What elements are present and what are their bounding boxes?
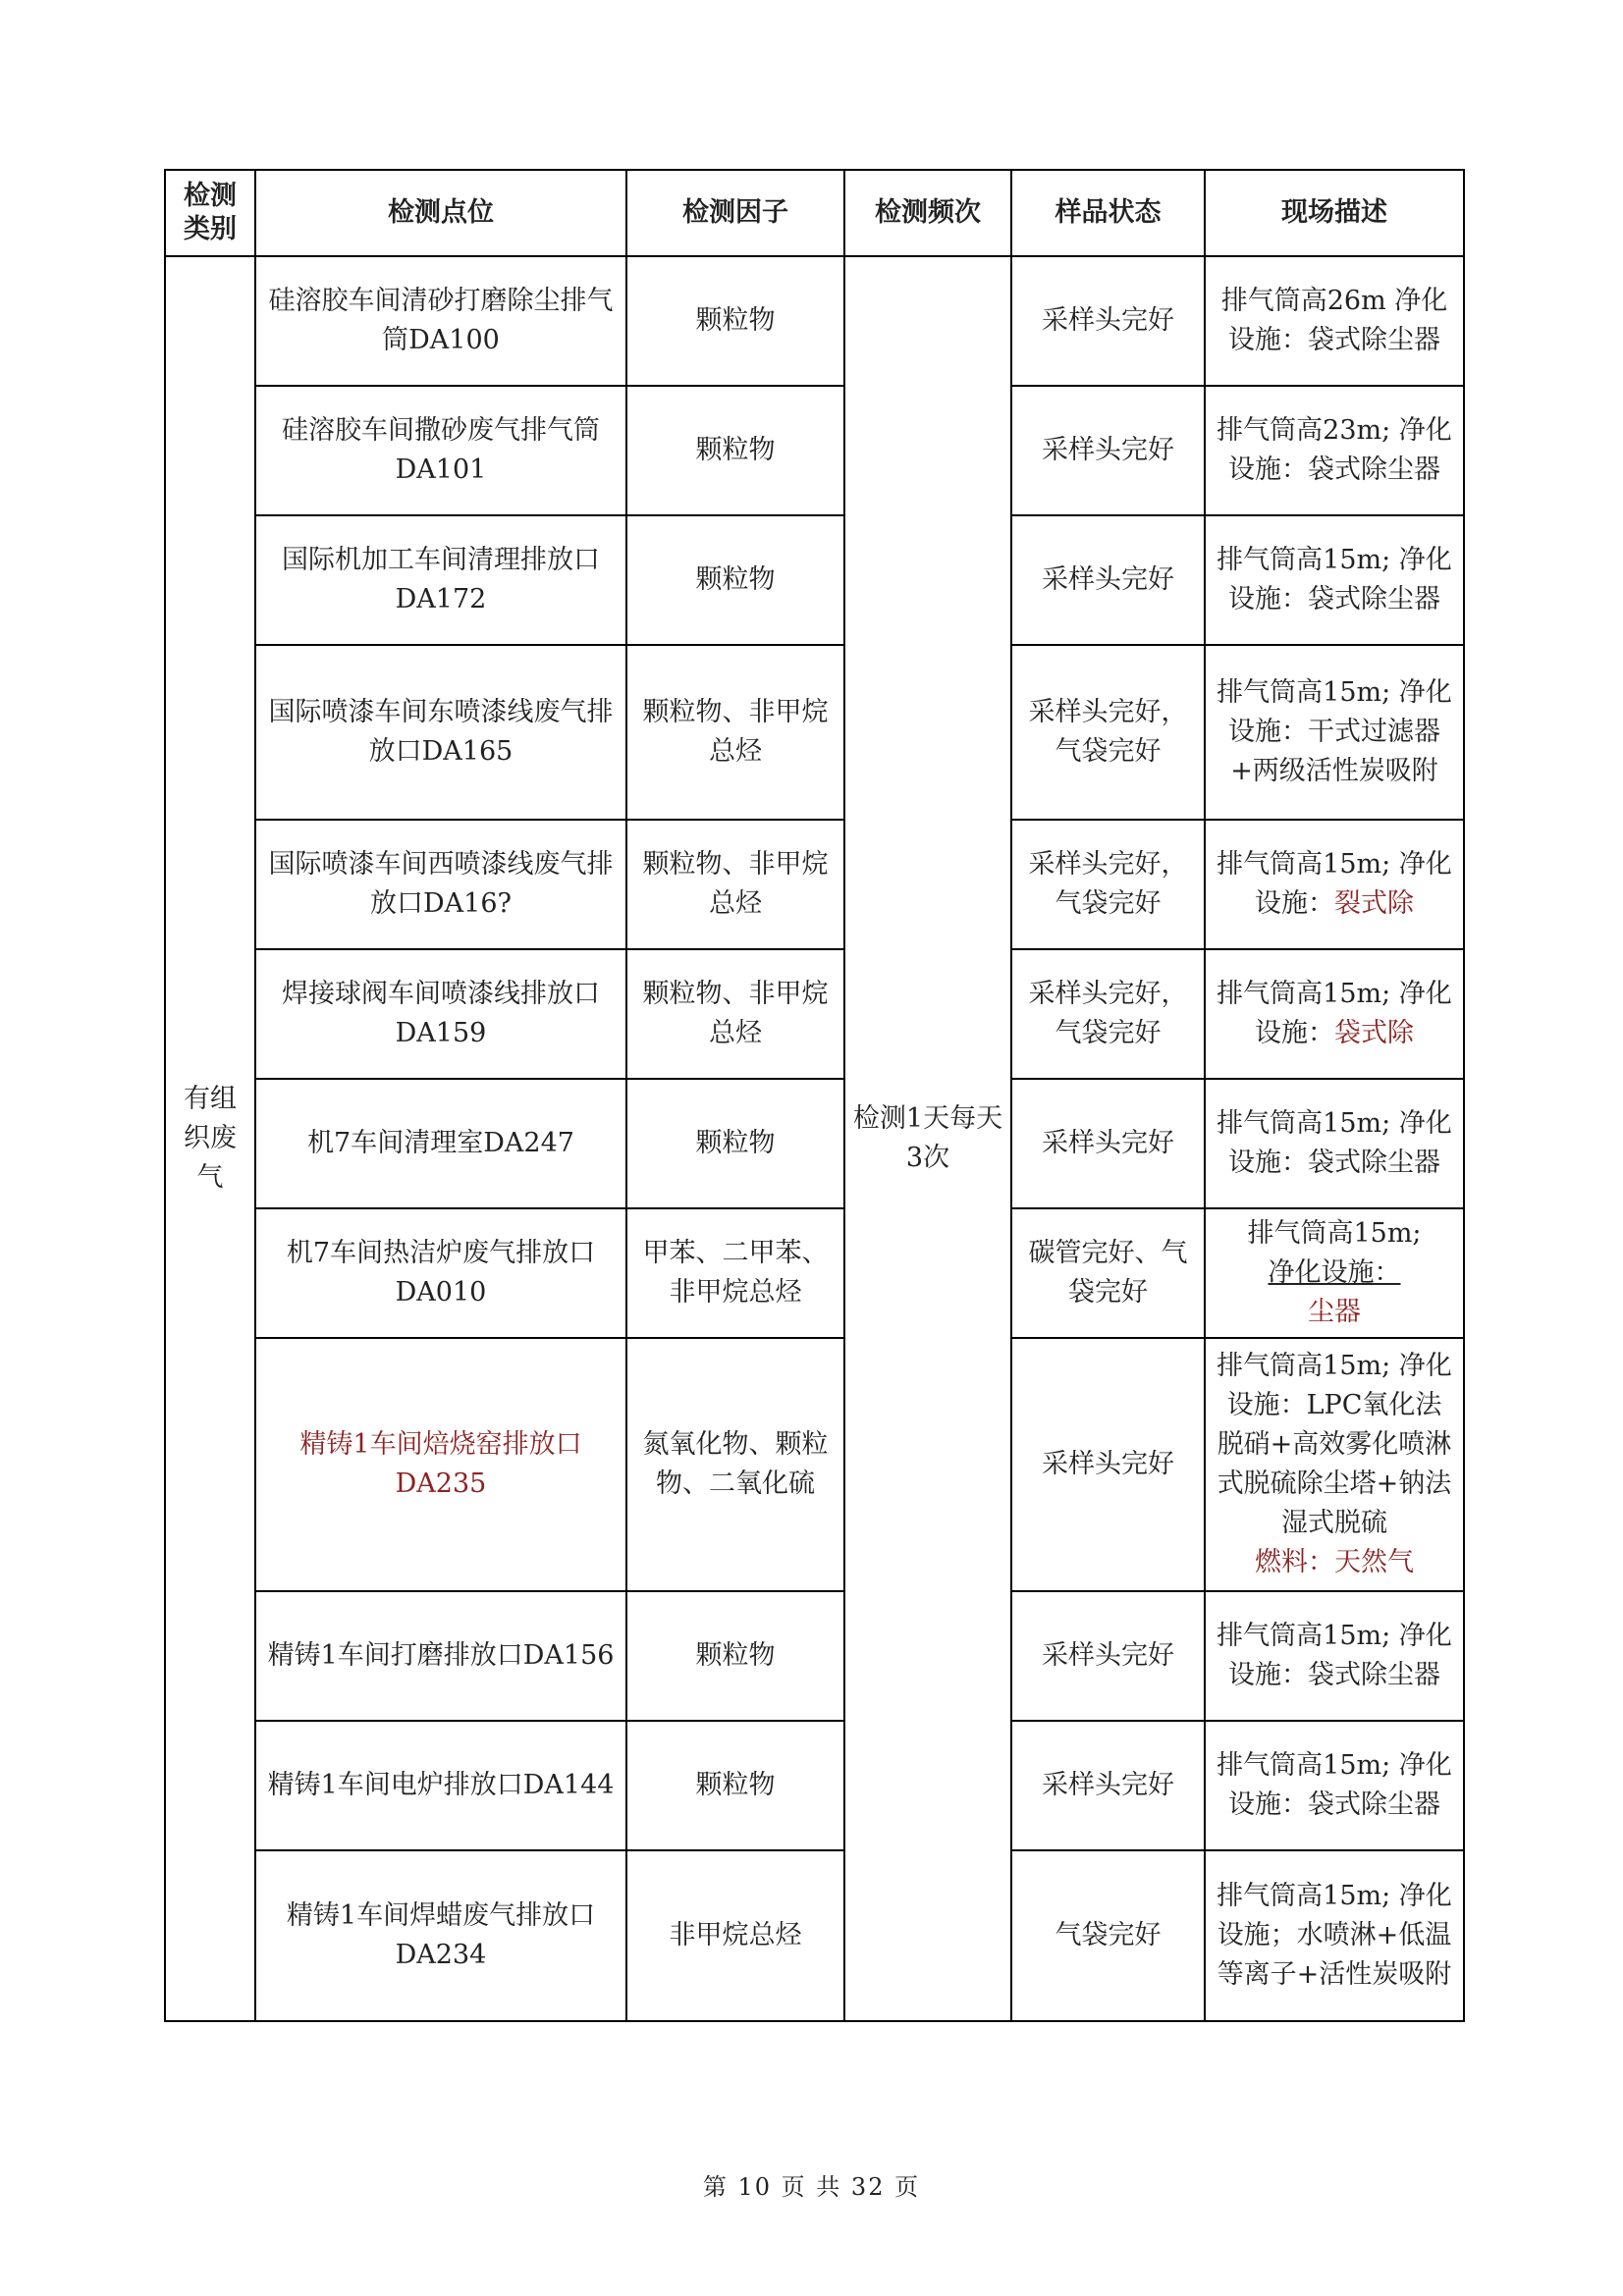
description-highlight: 裂式除: [1334, 888, 1414, 919]
monitoring-table: [164, 169, 1465, 2022]
table-row: [165, 820, 1464, 949]
table-row: [165, 1721, 1464, 1850]
description-underlined: 净化设施：: [1268, 1257, 1401, 1288]
description-highlight: 尘器: [1308, 1297, 1361, 1327]
point-cell: 机7车间清理室DA247: [255, 1079, 626, 1208]
status-cell: 采样头完好，气袋完好: [1011, 645, 1205, 820]
status-cell: 采样头完好: [1011, 1591, 1205, 1721]
status-cell: 采样头完好: [1011, 1721, 1205, 1850]
factor-cell: 颗粒物: [626, 256, 844, 386]
factor-cell: 颗粒物: [626, 386, 844, 515]
description-highlight: 燃料：天然气: [1255, 1547, 1414, 1577]
description-cell: 排气筒高15m; 净化设施；水喷淋+低温等离子+活性炭吸附: [1205, 1850, 1464, 2021]
table-row: [165, 1850, 1464, 2021]
table-row: [165, 515, 1464, 645]
description-text: 排气筒高15m;: [1247, 1218, 1422, 1249]
description-cell: [1205, 1208, 1464, 1338]
status-cell: 采样头完好: [1011, 515, 1205, 645]
factor-cell: 颗粒物: [626, 1591, 844, 1721]
status-cell: 气袋完好: [1011, 1850, 1205, 2021]
category-cell: 有组织废气: [165, 256, 255, 2021]
header-category: 检测类别: [165, 170, 255, 256]
point-cell: 精铸1车间打磨排放口DA156: [255, 1591, 626, 1721]
point-cell: 精铸1车间焙烧窑排放口DA235: [255, 1338, 626, 1591]
table-row: [165, 645, 1464, 820]
status-cell: 采样头完好: [1011, 256, 1205, 386]
point-cell: 焊接球阀车间喷漆线排放口DA159: [255, 949, 626, 1079]
description-cell: 排气筒高15m; 净化设施：袋式除尘器: [1205, 515, 1464, 645]
header-description: 现场描述: [1205, 170, 1464, 256]
description-text: 排气筒高15m; 净化设施：LPC氧化法脱硝+高效雾化喷淋式脱硫除尘塔+钠法湿式脱硫: [1217, 1351, 1452, 1538]
description-highlight: 袋式除: [1334, 1018, 1414, 1048]
table-row: [165, 386, 1464, 515]
frequency-cell: 检测1天每天3次: [844, 256, 1011, 2021]
point-cell: 国际机加工车间清理排放口DA172: [255, 515, 626, 645]
description-cell: [1205, 949, 1464, 1079]
factor-cell: 非甲烷总烃: [626, 1850, 844, 2021]
factor-cell: 颗粒物: [626, 1079, 844, 1208]
table-row: [165, 1591, 1464, 1721]
header-status: 样品状态: [1011, 170, 1205, 256]
factor-cell: 氮氧化物、颗粒物、二氧化硫: [626, 1338, 844, 1591]
table-row: [165, 949, 1464, 1079]
status-cell: 采样头完好，气袋完好: [1011, 820, 1205, 949]
description-cell: [1205, 1338, 1464, 1591]
factor-cell: 颗粒物: [626, 1721, 844, 1850]
description-cell: 排气筒高15m; 净化设施：袋式除尘器: [1205, 1591, 1464, 1721]
description-cell: 排气筒高15m; 净化设施：袋式除尘器: [1205, 1079, 1464, 1208]
table-row: [165, 1079, 1464, 1208]
table-row: [165, 1338, 1464, 1591]
factor-cell: 颗粒物、非甲烷总烃: [626, 645, 844, 820]
table-row: [165, 1208, 1464, 1338]
status-cell: 碳管完好、气袋完好: [1011, 1208, 1205, 1338]
description-cell: 排气筒高15m; 净化设施：干式过滤器+两级活性炭吸附: [1205, 645, 1464, 820]
description-text: 排气筒高15m; 净化设施：: [1217, 979, 1452, 1048]
description-cell: 排气筒高15m; 净化设施：袋式除尘器: [1205, 1721, 1464, 1850]
factor-cell: 甲苯、二甲苯、非甲烷总烃: [626, 1208, 844, 1338]
status-cell: 采样头完好，气袋完好: [1011, 949, 1205, 1079]
point-cell: 机7车间热洁炉废气排放口DA010: [255, 1208, 626, 1338]
point-cell: 精铸1车间电炉排放口DA144: [255, 1721, 626, 1850]
table-header-row: [165, 170, 1464, 256]
status-cell: 采样头完好: [1011, 1338, 1205, 1591]
description-cell: [1205, 820, 1464, 949]
page-number: 第 10 页 共 32 页: [702, 2173, 921, 2201]
description-text: 排气筒高15m; 净化设施：: [1217, 849, 1452, 919]
point-cell: 国际喷漆车间东喷漆线废气排放口DA165: [255, 645, 626, 820]
point-cell: 硅溶胶车间撒砂废气排气筒DA101: [255, 386, 626, 515]
factor-cell: 颗粒物、非甲烷总烃: [626, 820, 844, 949]
table-row: [165, 256, 1464, 386]
point-cell: 国际喷漆车间西喷漆线废气排放口DA16?: [255, 820, 626, 949]
header-frequency: 检测频次: [844, 170, 1011, 256]
description-cell: 排气筒高26m 净化设施：袋式除尘器: [1205, 256, 1464, 386]
point-cell: 精铸1车间焊蜡废气排放口DA234: [255, 1850, 626, 2021]
header-point: 检测点位: [255, 170, 626, 256]
point-cell: 硅溶胶车间清砂打磨除尘排气筒DA100: [255, 256, 626, 386]
description-cell: 排气筒高23m; 净化设施：袋式除尘器: [1205, 386, 1464, 515]
factor-cell: 颗粒物: [626, 515, 844, 645]
status-cell: 采样头完好: [1011, 1079, 1205, 1208]
status-cell: 采样头完好: [1011, 386, 1205, 515]
header-factor: 检测因子: [626, 170, 844, 256]
factor-cell: 颗粒物、非甲烷总烃: [626, 949, 844, 1079]
